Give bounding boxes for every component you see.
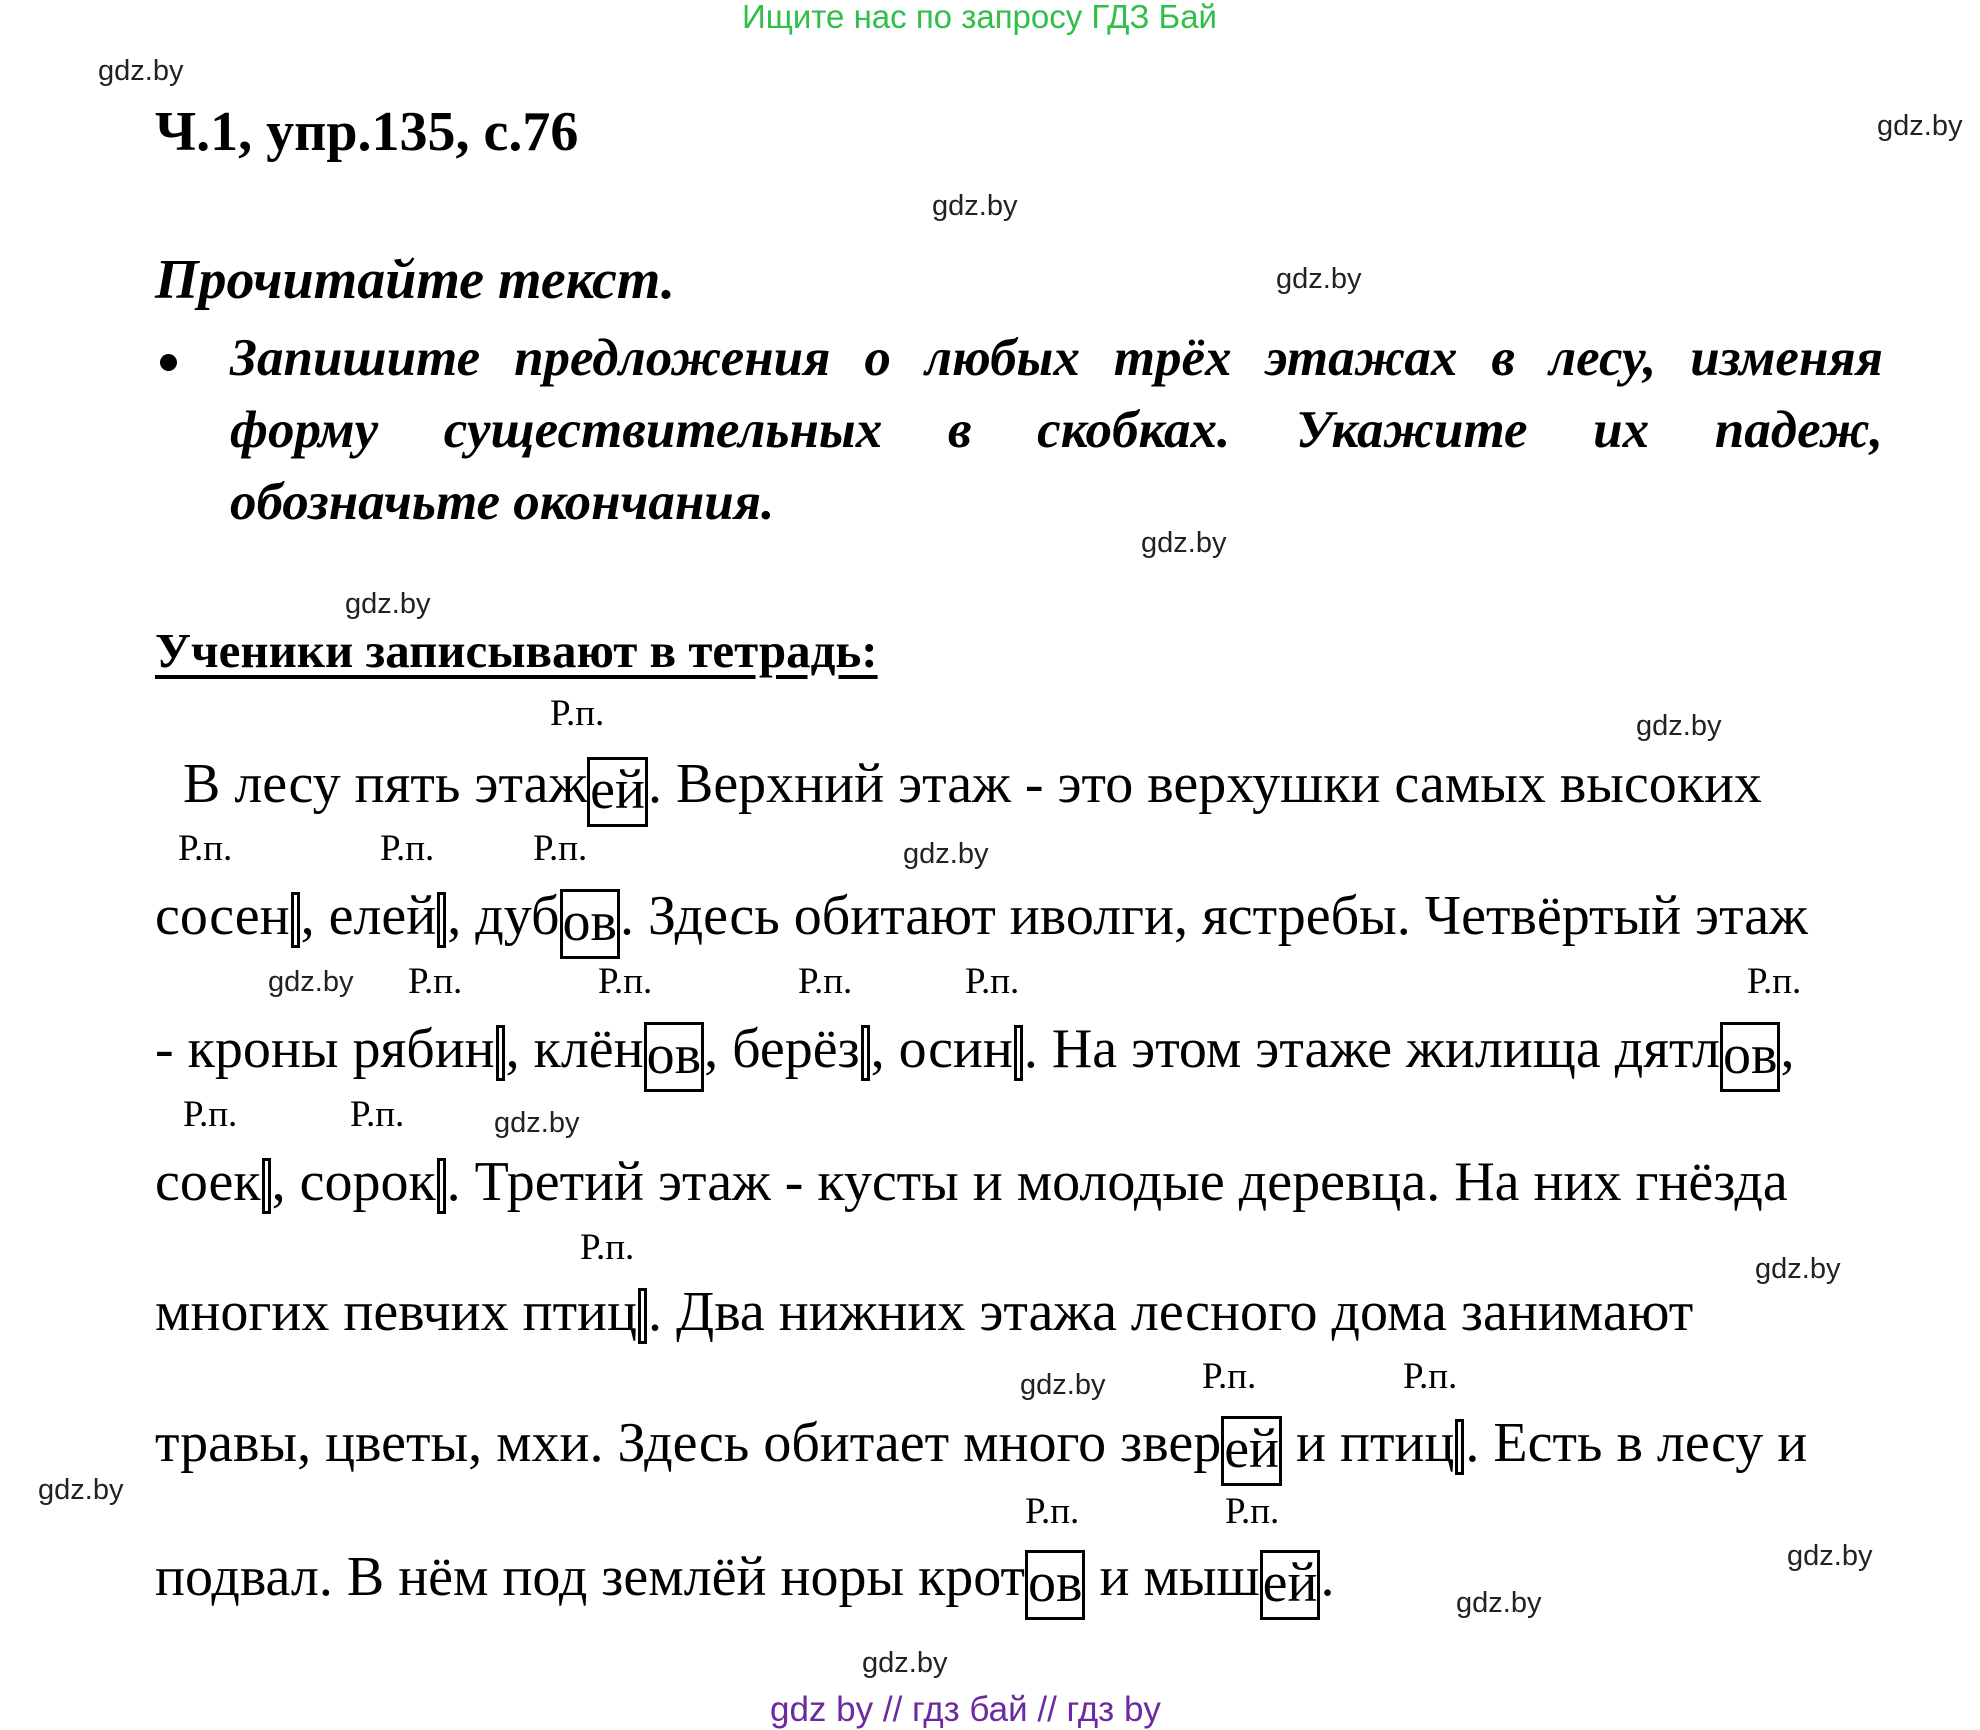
ending-box: ов xyxy=(644,1022,704,1092)
case-label: Р.п. xyxy=(533,828,588,869)
text-segment: - кроны рябин xyxy=(155,1018,495,1080)
case-label: Р.п. xyxy=(1225,1491,1280,1532)
text-segment: и птиц xyxy=(1282,1412,1455,1474)
page-title: Ч.1, упр.135, с.76 xyxy=(155,101,579,163)
watermark: gdz.by xyxy=(1755,1253,1841,1285)
text-segment: . Верхний этаж - это верхушки самых высоких xyxy=(647,753,1762,815)
case-label: Р.п. xyxy=(598,961,653,1002)
ending-box: ей xyxy=(587,757,648,827)
watermark: gdz.by xyxy=(98,55,184,87)
ending-box: ов xyxy=(560,889,620,959)
case-label: Р.п. xyxy=(1202,1356,1257,1397)
footer-links: gdz by // гдз бай // гдз by xyxy=(770,1690,1161,1729)
text-line xyxy=(155,1411,1807,1486)
zero-ending-box xyxy=(861,1025,870,1081)
ending-box: ов xyxy=(1025,1550,1085,1620)
watermark: gdz.by xyxy=(932,190,1018,222)
text-segment: и мыш xyxy=(1085,1546,1260,1608)
case-label: Р.п. xyxy=(350,1094,405,1135)
zero-ending-box xyxy=(437,1158,446,1214)
text-segment: , осин xyxy=(870,1018,1013,1080)
watermark: gdz.by xyxy=(1787,1540,1873,1572)
ending-box: ей xyxy=(1260,1550,1321,1620)
task-instruction-line: форму существительных в скобках. Укажите их падеж, xyxy=(230,401,1883,459)
task-instruction-line: Запишите предложения о любых трёх этажах в лесу, изменяя xyxy=(230,329,1883,387)
ending-box: ей xyxy=(1221,1416,1282,1486)
case-label: Р.п. xyxy=(380,828,435,869)
text-segment: многих певчих птиц xyxy=(155,1281,637,1343)
ending-box: ов xyxy=(1720,1022,1780,1092)
watermark: gdz.by xyxy=(345,588,431,620)
text-segment: соек xyxy=(155,1151,261,1213)
task-instruction-line: обозначьте окончания. xyxy=(230,473,775,531)
watermark: gdz.by xyxy=(903,838,989,870)
text-line xyxy=(155,1545,1334,1620)
site-banner: Ищите нас по запросу ГДЗ Бай xyxy=(742,0,1217,35)
case-label: Р.п. xyxy=(798,961,853,1002)
watermark: gdz.by xyxy=(38,1474,124,1506)
case-label: Р.п. xyxy=(408,961,463,1002)
case-label: Р.п. xyxy=(178,828,233,869)
text-segment: подвал. В нём под землёй норы крот xyxy=(155,1546,1026,1608)
zero-ending-box xyxy=(262,1158,271,1214)
text-segment: . Два нижних этажа лесного дома занимают xyxy=(648,1281,1694,1343)
case-label: Р.п. xyxy=(183,1094,238,1135)
text-segment: , xyxy=(1780,1018,1795,1080)
text-line xyxy=(155,1017,1794,1092)
watermark: gdz.by xyxy=(1456,1587,1542,1619)
bullet-icon xyxy=(160,354,177,371)
watermark: gdz.by xyxy=(494,1107,580,1139)
text-segment: В лесу пять этаж xyxy=(183,753,588,815)
watermark: gdz.by xyxy=(1020,1369,1106,1401)
task-title: Прочитайте текст. xyxy=(155,249,676,311)
text-segment: . Третий этаж - кусты и молодые деревца. На них гнёзда xyxy=(446,1151,1788,1213)
text-segment: . Есть в лесу и xyxy=(1465,1412,1808,1474)
watermark: gdz.by xyxy=(1877,110,1963,142)
case-label: Р.п. xyxy=(1403,1356,1458,1397)
watermark: gdz.by xyxy=(268,966,354,998)
text-line xyxy=(183,752,1762,827)
zero-ending-box xyxy=(496,1025,505,1081)
text-segment: , елей xyxy=(300,885,437,947)
text-segment: , клён xyxy=(505,1018,644,1080)
text-segment: , дуб xyxy=(447,885,560,947)
zero-ending-box xyxy=(437,892,446,948)
text-segment: , берёз xyxy=(704,1018,860,1080)
text-line xyxy=(155,1150,1788,1214)
watermark: gdz.by xyxy=(1141,527,1227,559)
text-segment: травы, цветы, мхи. Здесь обитает много звер xyxy=(155,1412,1222,1474)
zero-ending-box xyxy=(291,892,300,948)
zero-ending-box xyxy=(638,1288,647,1344)
case-label: Р.п. xyxy=(580,1227,635,1268)
text-segment: . Здесь обитают иволги, ястребы. Четвёртый этаж xyxy=(619,885,1808,947)
text-line xyxy=(155,1280,1693,1344)
case-label: Р.п. xyxy=(965,961,1020,1002)
text-line xyxy=(155,884,1808,959)
watermark: gdz.by xyxy=(862,1647,948,1679)
text-segment: . На этом этаже жилища дятл xyxy=(1023,1018,1720,1080)
zero-ending-box xyxy=(1014,1025,1023,1081)
text-segment: . xyxy=(1320,1546,1335,1608)
watermark: gdz.by xyxy=(1636,710,1722,742)
section-subheading: Ученики записывают в тетрадь: xyxy=(155,623,878,678)
case-label: Р.п. xyxy=(1025,1491,1080,1532)
text-segment: , сорок xyxy=(271,1151,436,1213)
zero-ending-box xyxy=(1455,1419,1464,1475)
text-segment: сосен xyxy=(155,885,290,947)
case-label: Р.п. xyxy=(550,693,605,734)
case-label: Р.п. xyxy=(1747,961,1802,1002)
watermark: gdz.by xyxy=(1276,263,1362,295)
